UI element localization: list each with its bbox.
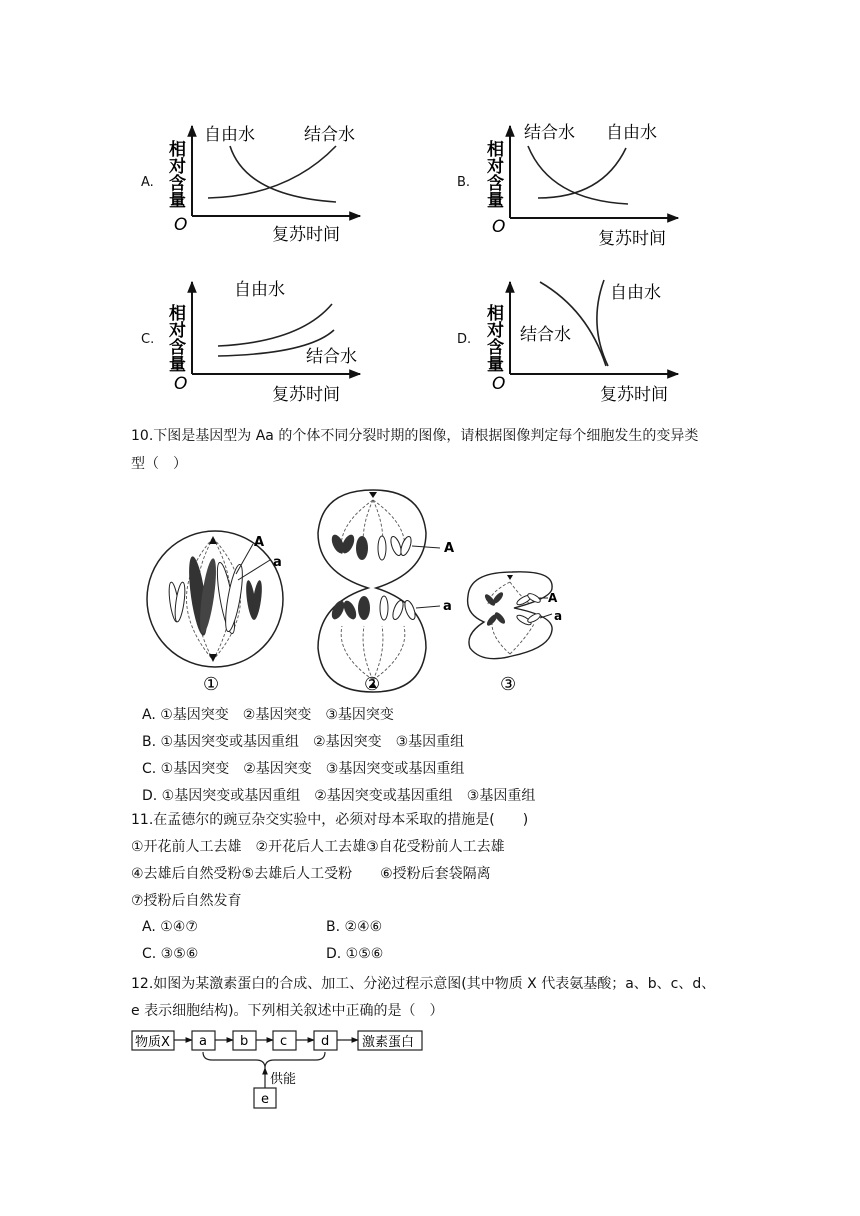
- allele-a-label-2: a: [443, 599, 452, 614]
- free-water-label: 自由水: [234, 280, 285, 300]
- allele-A-label-3: A: [548, 591, 558, 605]
- origin-label: O: [174, 374, 188, 394]
- flow-step-a-label: a: [199, 1034, 207, 1049]
- x-axis-label: 复苏时间: [598, 229, 666, 249]
- bound-water-label: 结合水: [524, 123, 575, 143]
- q10-option-b: B. ①基因突变或基因重组 ②基因突变 ③基因重组: [142, 734, 465, 750]
- cell-label-2: ②: [364, 674, 381, 695]
- free-water-label: 自由水: [606, 123, 657, 143]
- flow-step-c-label: c: [280, 1034, 288, 1049]
- q11-measures-line3: ⑦授粉后自然发育: [131, 893, 242, 909]
- x-axis-label: 复苏时间: [272, 225, 340, 245]
- q11-measures-line1: ①开花前人工去雄 ②开花后人工去雄③自花受粉前人工去雄: [131, 839, 505, 855]
- flow-source-label: e: [261, 1092, 269, 1107]
- option-a-label: A.: [141, 175, 154, 190]
- flow-end-label: 激素蛋白: [362, 1035, 415, 1050]
- bound-water-curve: [528, 146, 628, 204]
- q11-option-b: B. ②④⑥: [326, 919, 383, 935]
- bound-water-curve: [540, 282, 606, 366]
- y-axis-label: 相对含量: [483, 304, 503, 372]
- bound-water-label: 结合水: [304, 125, 355, 145]
- cell-3: [468, 572, 553, 659]
- cell-label-3: ③: [500, 674, 517, 695]
- q11-option-d: D. ①⑤⑥: [326, 946, 384, 962]
- q10-option-a: A. ①基因突变 ②基因突变 ③基因突变: [142, 707, 394, 723]
- cell-1: [147, 531, 283, 667]
- q10-stem-line1: 10.下图是基因型为 Aa 的个体不同分裂时期的图像，请根据图像判定每个细胞发生的变异类: [131, 428, 699, 444]
- q11-stem: 11.在孟德尔的豌豆杂交实验中，必须对母本采取的措施是( ): [131, 812, 529, 828]
- bound-water-curve: [208, 146, 336, 198]
- option-d-label: D.: [457, 332, 472, 347]
- q11-option-c: C. ③⑤⑥: [142, 946, 199, 962]
- free-water-curve: [597, 280, 608, 366]
- q10-option-c: C. ①基因突变 ②基因突变 ③基因突变或基因重组: [142, 761, 465, 777]
- protein-secretion-flow: [128, 1026, 428, 1112]
- q10-stem-line2: 型（ ）: [131, 456, 187, 472]
- free-water-label: 自由水: [204, 125, 255, 145]
- allele-A-label-2: A: [444, 541, 455, 556]
- x-axis-label: 复苏时间: [272, 385, 340, 405]
- graph-c: [160, 274, 370, 409]
- flow-step-d-label: d: [321, 1034, 330, 1049]
- energy-brace: [203, 1052, 325, 1068]
- x-axis-label: 复苏时间: [600, 385, 668, 405]
- y-axis-label: 相对含量: [165, 140, 185, 208]
- free-water-label: 自由水: [610, 283, 661, 303]
- bound-water-label: 结合水: [306, 347, 357, 367]
- cell-label-1: ①: [203, 674, 220, 695]
- allele-a-label-3: a: [554, 609, 563, 623]
- graph-b: [478, 118, 688, 253]
- q12-stem-line2: e 表示细胞结构)。下列相关叙述中正确的是（ ）: [131, 1003, 444, 1019]
- y-axis-label: 相对含量: [165, 304, 185, 372]
- graph-d: [478, 274, 688, 409]
- origin-label: O: [174, 215, 188, 235]
- allele-A-label-1: A: [254, 535, 265, 550]
- origin-label: O: [492, 217, 506, 237]
- q11-measures-line2: ④去雄后自然受粉⑤去雄后人工受粉 ⑥授粉后套袋隔离: [131, 866, 491, 882]
- option-b-label: B.: [457, 175, 471, 190]
- cell-2: [318, 490, 440, 692]
- flow-start-label: 物质X: [135, 1035, 170, 1050]
- graph-a: [160, 118, 370, 253]
- y-axis-label: 相对含量: [483, 140, 503, 208]
- bound-water-label: 结合水: [520, 325, 571, 345]
- q11-option-a: A. ①④⑦: [142, 919, 198, 935]
- q10-option-d: D. ①基因突变或基因重组 ②基因突变或基因重组 ③基因重组: [142, 788, 536, 804]
- q12-stem-line1: 12.如图为某激素蛋白的合成、加工、分泌过程示意图(其中物质 X 代表氨基酸；a、b、c、d、: [131, 976, 716, 992]
- cell-division-figure: [140, 488, 580, 698]
- energy-label: 供能: [270, 1072, 297, 1087]
- free-water-curve: [218, 304, 332, 346]
- option-c-label: C.: [141, 332, 155, 347]
- free-water-curve: [538, 148, 626, 198]
- origin-label: O: [492, 374, 506, 394]
- flow-step-b-label: b: [240, 1034, 249, 1049]
- allele-a-label-1: a: [273, 555, 282, 570]
